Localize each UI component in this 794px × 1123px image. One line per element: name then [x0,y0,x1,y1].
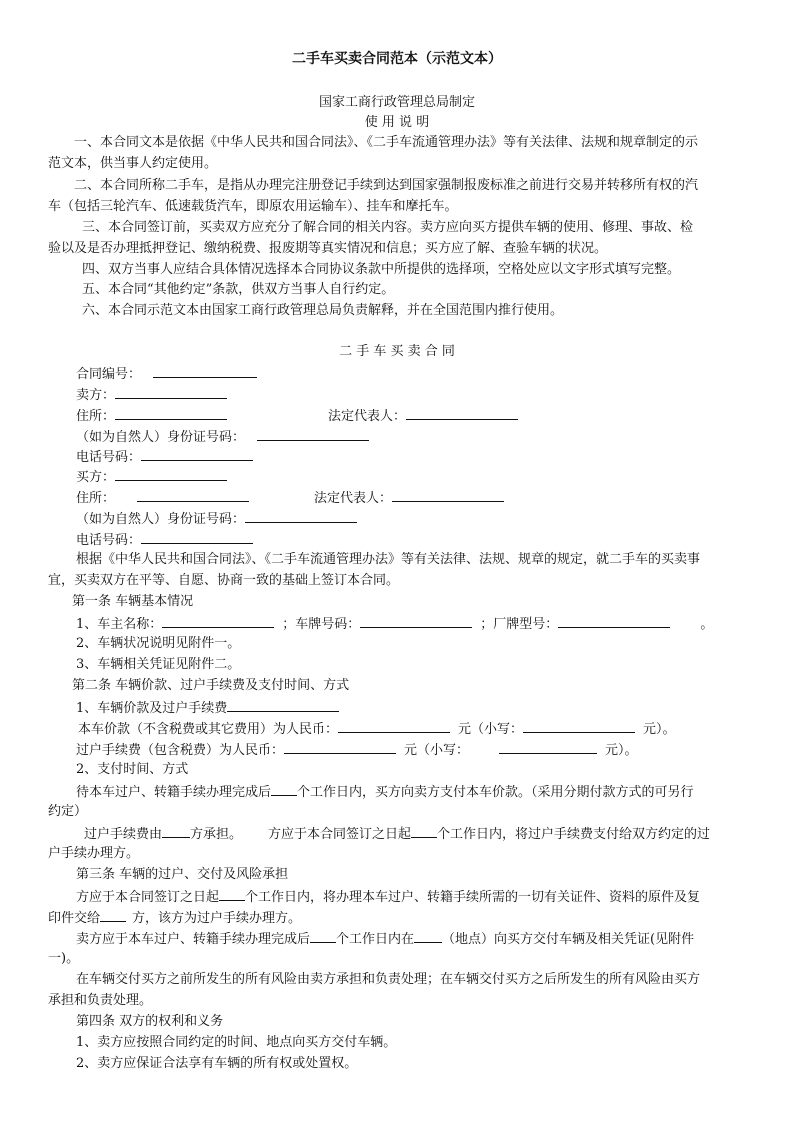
price-end: 元）。 [643,722,676,737]
preamble-line1: 根据《中华人民共和国合同法》、《二手车流通管理办法》等有关法律、法规、规章的规定，就二手车的买卖事 [76,552,701,567]
seller-row [76,384,227,406]
payment-line1 [76,781,694,803]
plate-label: ；车牌号码： [282,617,361,632]
model-blank[interactable] [558,613,670,628]
buyer-address-blank[interactable] [137,487,249,502]
buyer-blank[interactable] [115,466,227,481]
art2-item1 [76,697,339,719]
buyer-id-blank[interactable] [245,508,357,523]
owner-name-label: 1、车主名称： [76,617,163,632]
contract-no-row [76,363,257,385]
seller-id-row [76,426,369,448]
art3-text-b1: 印件交给 [48,911,101,926]
buyer-phone-blank[interactable] [141,529,253,544]
price-fee-blank[interactable] [227,697,339,712]
art3-line4: 一)。 [48,951,80,966]
fee-burden-text-d: 个工作日内，将过户手续费支付给双方约定的过 [437,827,711,842]
art3-text-c1: 卖方应于本车过户、转籍手续办理完成后 [76,932,311,947]
buyer-legal-rep-row [314,487,504,509]
model-label: ；厂牌型号： [480,617,559,632]
preamble-line2: 宜，买卖双方在平等、自愿、协商一致的基础上签订本合同。 [48,573,400,588]
owner-name-blank[interactable] [162,613,274,628]
art4-title: 第四条 双方的权利和义务 [76,1014,224,1029]
art3-location-blank[interactable] [414,928,442,943]
price-label: 本车价款（不含税费或其它费用）为人民币： [78,722,339,737]
contract-no-blank[interactable] [153,363,257,378]
fee-burden-text-a: 过户手续费由 [84,827,163,842]
art2-title: 第二条 车辆价款、过户手续费及支付时间、方式 [72,678,350,693]
seller-phone-blank[interactable] [141,446,253,461]
seller-blank[interactable] [115,384,227,399]
art3-line2 [48,907,301,929]
fee-end: 元）。 [605,743,638,758]
fee-burden-line1 [84,823,710,845]
usage-p3-line1: 三、本合同签订前，买卖双方应充分了解合同的相关内容。卖方应向买方提供车辆的使用、修理、事故、检 [82,220,694,235]
contract-title: 二 手 车 买 卖 合 同 [339,344,455,359]
art3-text-c3: （地点）向买方交付车辆及相关凭证(见附件 [442,932,695,947]
usage-heading: 使 用 说 明 [364,115,430,130]
art3-days-blank[interactable] [219,886,245,901]
usage-p5: 五、本合同“其他约定”条款，供双方当事人自行约定。 [82,282,395,297]
seller-legal-rep-row [328,405,518,427]
payment-text-a: 待本车过户、转籍手续办理完成后 [76,785,272,800]
buyer-legal-rep-blank[interactable] [392,487,504,502]
usage-p1-line1: 一、本合同文本是依据《中华人民共和国合同法》、《二手车流通管理办法》等有关法律、法规和规章制定的示 [74,135,699,150]
document-title: 二手车买卖合同范本（示范文本） [292,51,502,67]
fee-burden-text-b: 方承担。 [190,827,243,842]
art3-text-c2: 个工作日内在 [336,932,415,947]
art4-item2: 2、卖方应保证合法享有车辆的所有权或处置权。 [76,1056,358,1071]
buyer-id-label: （如为自然人）身份证号码： [76,512,246,527]
buyer-label: 买方： [76,470,116,485]
fee-burden-text-c: 方应于本合同签订之日起 [268,827,412,842]
seller-label: 卖方： [76,388,116,403]
buyer-legal-rep-label: 法定代表人： [314,491,393,506]
usage-p6: 六、本合同示范文本由国家工商行政管理总局负责解释，并在全国范围内推行使用。 [82,303,564,318]
usage-p1-line2: 范文本，供当事人约定使用。 [48,156,218,171]
usage-p2-line2: 车（包括三轮汽车、低速载货汽车，即原农用运输车）、挂车和摩托车。 [48,199,458,214]
art3-text-a2: 个工作日内，将办理本车过户、转籍手续所需的一切有关证件、资料的原件及复 [245,890,701,905]
art3-line5: 在车辆交付买方之前所发生的所有风险由卖方承担和负责处理；在车辆交付买方之后所发生的所有风险由买方 [76,972,701,987]
issuer: 国家工商行政管理总局制定 [318,95,475,110]
plate-blank[interactable] [360,613,472,628]
buyer-id-row [76,508,357,530]
fee-small-label: 元（小写： [404,743,470,758]
usage-p2-line1: 二、本合同所称二手车，是指从办理完注册登记手续到达到国家强制报废标准之前进行交易并转移所有权的汽 [74,178,699,193]
buyer-phone-row [76,529,253,551]
payment-days-blank[interactable] [271,781,297,796]
art3-title: 第三条 车辆的过户、交付及风险承担 [76,867,289,882]
usage-p3-line2: 验以及是否办理抵押登记、缴纳税费、报废期等真实情况和信息；买方应了解、查验车辆的状况。 [48,241,608,256]
price-small-label: 元（小写： [458,722,524,737]
art3-text-a1: 方应于本合同签订之日起 [76,890,220,905]
buyer-address-row [76,487,249,509]
art1-item3: 3、车辆相关凭证见附件二。 [76,657,241,672]
fee-burden-days-blank[interactable] [411,823,437,838]
contract-no-label: 合同编号： [76,367,142,382]
seller-address-label: 住所： [76,409,116,424]
payment-text-b: 个工作日内，买方向卖方支付本车价款。（采用分期付款方式的可另行 [297,785,694,800]
usage-p4: 四、双方当事人应结合具体情况选择本合同协议条款中所提供的选择项，空格处应以文字形式填写完整。 [82,262,681,277]
fee-small-blank[interactable] [499,739,597,754]
buyer-address-label: 住所： [76,491,116,506]
item1-end: 。 [700,617,714,632]
art1-title: 第一条 车辆基本情况 [72,594,194,609]
fee-label: 过户手续费（包含税费）为人民币： [76,743,285,758]
art3-text-b2: 方，该方为过户手续办理方。 [132,911,302,926]
fee-blank[interactable] [284,739,396,754]
price-row [78,718,676,740]
seller-legal-rep-label: 法定代表人： [328,409,407,424]
seller-id-label: （如为自然人）身份证号码： [76,430,246,445]
seller-legal-rep-blank[interactable] [406,405,518,420]
art1-item2: 2、车辆状况说明见附件一。 [76,636,241,651]
art1-item1 [76,613,713,635]
price-small-blank[interactable] [523,718,635,733]
art3-line1 [76,886,700,908]
art2-item2: 2、支付时间、方式 [76,762,189,777]
seller-id-blank[interactable] [257,426,369,441]
buyer-phone-label: 电话号码： [76,533,142,548]
payment-line2: 约定） [48,804,88,819]
art3-delivery-days-blank[interactable] [310,928,336,943]
art4-item1: 1、卖方应按照合同约定的时间、地点向买方交付车辆。 [76,1035,397,1050]
art3-line3 [76,928,694,950]
seller-address-blank[interactable] [115,405,227,420]
fee-burden-party-blank[interactable] [162,823,190,838]
price-fee-label: 1、车辆价款及过户手续费 [76,701,228,716]
price-blank[interactable] [338,718,450,733]
seller-phone-label: 电话号码： [76,450,142,465]
fee-row [76,739,638,761]
fee-burden-line2: 户手续办理方。 [48,846,140,861]
seller-phone-row [76,446,253,468]
art3-party-blank[interactable] [100,907,126,922]
art3-line6: 承担和负责处理。 [48,993,153,1008]
buyer-row [76,466,227,488]
seller-address-row [76,405,227,427]
